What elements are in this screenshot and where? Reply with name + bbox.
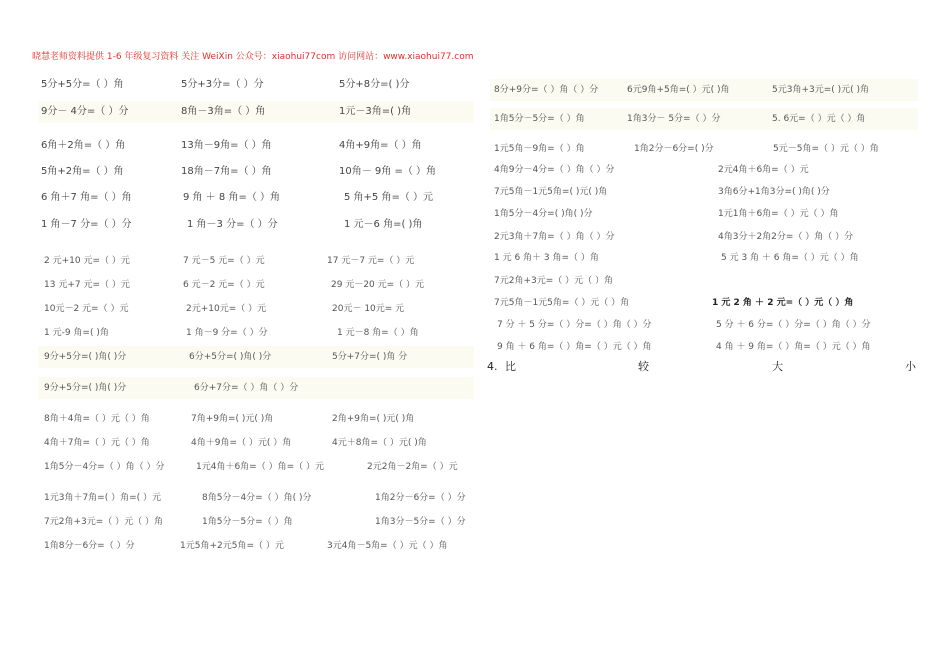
exercise-item: 1角3分－5分=（ ）分 — [375, 517, 466, 527]
exercise-item: 1角2分－6分=（ ）分 — [375, 493, 466, 503]
exercise-item: 9分－ 4分=（ ）分 — [41, 106, 129, 117]
exercise-row — [490, 181, 918, 203]
exercise-item: 5 分 ＋ 6 分=（ ）分=（ ）角（ ）分 — [716, 320, 871, 330]
exercise-item: 4角＋9角=（ ）元( ）角 — [191, 438, 292, 448]
exercise-row — [38, 456, 474, 478]
exercise-item: 8角－3角=（ ）角 — [181, 106, 266, 117]
exercise-item: 1元3角＋7角=( ）角=( ）元 — [44, 493, 162, 503]
exercise-row — [38, 250, 474, 272]
exercise-item: 5分+8分=( )分 — [339, 79, 410, 90]
exercise-row — [490, 79, 918, 101]
exercise-item: 10元－2 元=（ ）元 — [44, 304, 129, 314]
exercise-item: 5元－5角=（ ）元（ ）角 — [773, 144, 879, 154]
exercise-item: 8角＋4角=（ ）元（ ）角 — [44, 414, 150, 424]
exercise-row — [38, 432, 474, 454]
exercise-row — [38, 408, 474, 430]
exercise-item: 2角+9角=( )元( )角 — [332, 414, 415, 424]
exercise-row — [38, 274, 474, 296]
exercise-row — [490, 138, 918, 160]
exercise-item: 3角6分+1角3分=( )角( )分 — [718, 187, 830, 197]
exercise-item: 1角5分－4分=( )角( )分 — [494, 209, 593, 219]
exercise-row — [38, 487, 474, 509]
exercise-item: 2元3角＋7角=（ ）角（ ）分 — [494, 232, 615, 242]
exercise-item: 5 元 3 角 ＋ 6 角=（ ）元（ ）角 — [721, 253, 859, 263]
exercise-item: 1元－3角=( )角 — [339, 106, 412, 117]
exercise-row — [38, 535, 474, 557]
exercise-row — [38, 161, 474, 183]
exercise-item: 5. 6元=（ ）元（ ）角 — [772, 114, 866, 124]
exercise-row — [490, 159, 918, 181]
exercise-item: 20元－ 10元= 元 — [332, 304, 405, 314]
exercise-item: 5 角+5 角=（ ）元 — [344, 192, 434, 203]
exercise-item: 1 角－3 分=（ ）分 — [187, 219, 278, 230]
exercise-item: 10角－ 9角 =（ ）角 — [339, 166, 437, 177]
exercise-item: 1元5角－9角=（ ）角 — [494, 144, 585, 154]
heading-char: 较 — [638, 360, 649, 373]
exercise-item: 5元3角+3元=( )元( )角 — [772, 85, 870, 95]
exercise-row — [490, 226, 918, 248]
exercise-item: 2 元+10 元=（ ）元 — [44, 256, 130, 266]
exercise-item: 9分+5分=( )角( )分 — [44, 383, 127, 393]
exercise-row — [490, 270, 918, 292]
exercise-item: 1角2分－6分=( )分 — [634, 144, 714, 154]
exercise-item: 4角3分＋2角2分=（ ）角（ ）分 — [718, 232, 854, 242]
exercise-item: 18角－7角=（ ）角 — [181, 166, 272, 177]
exercise-item: 8分+9分=（ ）角（ ）分 — [494, 85, 599, 95]
exercise-item: 9 角 ＋ 6 角=（ ）角=（ ）元（ ）角 — [497, 342, 652, 352]
heading-char: 大 — [772, 360, 783, 373]
exercise-item: 17 元－7 元=（ ）元 — [327, 256, 415, 266]
exercise-item: 2元+10元=（ ）元 — [186, 304, 267, 314]
exercise-item: 6 角＋7 角=（ ）角 — [41, 192, 132, 203]
exercise-row — [490, 292, 918, 314]
exercise-item: 1角8分－6分=（ ）分 — [44, 541, 135, 551]
exercise-row — [38, 511, 474, 533]
exercise-item: 1角5分－4分=（ ）角（ ）分 — [44, 462, 165, 472]
exercise-item: 9分+5分=( )角( )分 — [44, 352, 127, 362]
exercise-item: 6元9角+5角=( ）元( )角 — [627, 85, 730, 95]
section-4-heading — [487, 357, 919, 377]
exercise-row — [38, 135, 474, 157]
exercise-item: 6分+5分=( )角( )分 — [189, 352, 272, 362]
section-number: 4. — [487, 360, 498, 373]
exercise-item: 4角+9角=（ ）角 — [339, 140, 422, 151]
exercise-item: 1 元－8 角=（ ）角 — [337, 328, 419, 338]
exercise-item: 4角＋7角=（ ）元（ ）角 — [44, 438, 150, 448]
exercise-item: 1 元-9 角=( )角 — [44, 328, 109, 338]
exercise-row — [490, 203, 918, 225]
exercise-row — [38, 322, 474, 344]
exercise-item: 29 元－20 元=（ ）元 — [331, 280, 425, 290]
exercise-item: 5分+5分=（ ）角 — [41, 79, 124, 90]
exercise-row — [38, 74, 474, 96]
exercise-item: 2元4角＋6角=（ ）元 — [718, 165, 809, 175]
exercise-item: 2元2角－2角=（ ）元 — [367, 462, 458, 472]
exercise-item: 13 元+7 元=（ ）元 — [44, 280, 130, 290]
exercise-item: 7元2角+3元=（ ）元（ ）角 — [494, 276, 613, 286]
exercise-row — [490, 108, 918, 130]
exercise-row — [490, 314, 918, 336]
exercise-row — [490, 336, 918, 358]
exercise-item: 1角3分－ 5分=（ ）分 — [627, 114, 721, 124]
exercise-row — [38, 101, 474, 123]
exercise-item: 1元1角＋6角=（ ）元（ ）角 — [718, 209, 839, 219]
exercise-item: 1元4角＋6角=（ ）角=（ ）元 — [196, 462, 324, 472]
exercise-item: 4 角 ＋ 9 角=（ ）角=（ ）元（ ）角 — [716, 342, 871, 352]
exercise-item: 7 分 ＋ 5 分=（ ）分=（ ）角（ ）分 — [497, 320, 652, 330]
exercise-item: 1 角－7 分=（ ）分 — [41, 219, 132, 230]
exercise-item: 1角5分－5分=（ ）角 — [202, 517, 293, 527]
heading-char: 小 — [905, 360, 916, 373]
exercise-item: 1 元 2 角 ＋ 2 元=（ ）元（ ）角 — [712, 298, 854, 308]
exercise-item: 1 元－6 角=( )角 — [344, 219, 423, 230]
exercise-item: 7 元－5 元=（ ）元 — [183, 256, 265, 266]
exercise-item: 4元＋8角=（ ）元( )角 — [332, 438, 427, 448]
exercise-item: 6 元－2 元=（ ）元 — [183, 280, 265, 290]
exercise-item: 8角5分－4分=（ ）角( )分 — [202, 493, 312, 503]
exercise-item: 1角5分－5分=（ ）角 — [494, 114, 585, 124]
exercise-item: 7元5角－1元5角=( )元( )角 — [494, 187, 608, 197]
exercise-item: 5分+7分=( )角 分 — [332, 352, 408, 362]
exercise-item: 7元2角+3元=（ ）元（ ）角 — [44, 517, 163, 527]
exercise-item: 1元5角+2元5角=（ ）元 — [180, 541, 284, 551]
exercise-item: 7元5角－1元5角=（ ）元（ ）角 — [494, 298, 630, 308]
exercise-row — [38, 346, 474, 368]
exercise-item: 9 角 ＋ 8 角=（ ）角 — [183, 192, 280, 203]
exercise-row — [38, 214, 474, 236]
heading-char: 比 — [505, 360, 516, 373]
exercise-item: 3元4角－5角=（ ）元（ ）角 — [327, 541, 448, 551]
exercise-item: 1 角－9 分=（ ）分 — [186, 328, 268, 338]
exercise-item: 1 元 6 角＋ 3 角=（ ）角 — [494, 253, 599, 263]
exercise-row — [490, 247, 918, 269]
exercise-row — [38, 377, 474, 399]
exercise-item: 13角－9角=（ ）角 — [181, 140, 272, 151]
exercise-item: 6分+7分=（ ）角（ ）分 — [194, 383, 299, 393]
exercise-item: 5角+2角=（ ）角 — [41, 166, 124, 177]
header-source-line: 晓慧老师资料提供 1-6 年级复习资料 关注 WeiXin 公众号：xiaohui77com 访问网站：www.xiaohui77.com — [32, 52, 474, 62]
exercise-row — [38, 187, 474, 209]
exercise-item: 6角＋2角=（ ）角 — [41, 140, 126, 151]
exercise-item: 4角9分－4分=（ ）角（ ）分 — [494, 165, 615, 175]
exercise-item: 5分+3分=（ ）分 — [181, 79, 264, 90]
exercise-row — [38, 298, 474, 320]
exercise-item: 7角+9角=( )元( )角 — [191, 414, 274, 424]
